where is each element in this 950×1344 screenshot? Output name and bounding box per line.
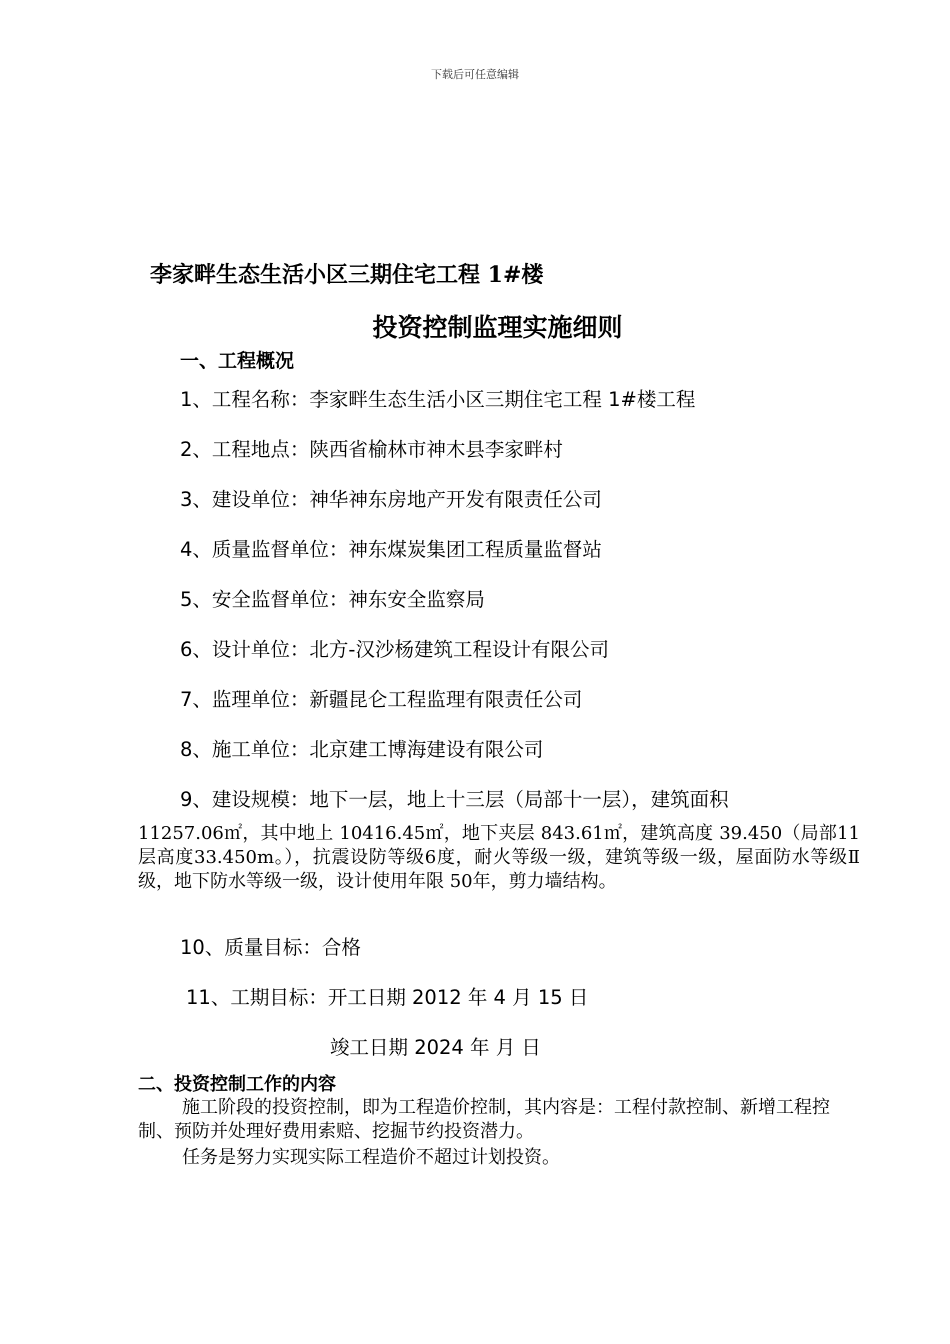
item-supervisor: 7、监理单位：新疆昆仑工程监理有限责任公司 <box>180 688 583 711</box>
section2-paragraph-1: 施工阶段的投资控制，即为工程造价控制，其内容是：工程付款控制、新增工程控制、预防并处理好费用索赔、挖掘节约投资潜力。 <box>138 1097 830 1142</box>
section2-paragraph-2: 任务是努力实现实际工程造价不超过计划投资。 <box>182 1147 560 1168</box>
item-project-location: 2、工程地点：陕西省榆林市神木县李家畔村 <box>180 438 563 461</box>
item-owner: 3、建设单位：神华神东房地产开发有限责任公司 <box>180 488 602 511</box>
completion-date: 竣工日期 2024 年 月 日 <box>330 1036 541 1059</box>
item-quality-target: 10、质量目标：合格 <box>180 936 361 959</box>
item-safety-supervisor: 5、安全监督单位：神东安全监察局 <box>180 588 485 611</box>
item-quality-supervisor: 4、质量监督单位：神东煤炭集团工程质量监督站 <box>180 538 602 561</box>
item-project-name: 1、工程名称：李家畔生态生活小区三期住宅工程 1#楼工程 <box>180 388 696 411</box>
item-schedule-target: 11、工期目标：开工日期 2012 年 4 月 15 日 <box>186 986 589 1009</box>
item-scale-detail: 11257.06㎡，其中地上 10416.45㎡，地下夹层 843.61㎡，建筑高度 39.450（局部11层高度33.450m。），抗震设防等级6度，耐火等级一级，建筑等级一级，屋面防水等级Ⅱ级，地下防水等级一级，设计使用年限 50年，剪力墙结构。 <box>138 823 860 892</box>
item-scale: 9、建设规模：地下一层，地上十三层（局部十一层），建筑面积 <box>180 788 729 811</box>
header-note: 下载后可任意编辑 <box>431 68 519 81</box>
section1-heading: 一、工程概况 <box>180 350 295 372</box>
section2-heading: 二、投资控制工作的内容 <box>138 1074 336 1095</box>
item-designer: 6、设计单位：北方-汉沙杨建筑工程设计有限公司 <box>180 638 609 661</box>
document-title-line1: 李家畔生态生活小区三期住宅工程 1#楼 <box>150 262 544 288</box>
item-contractor: 8、施工单位：北京建工博海建设有限公司 <box>180 738 544 761</box>
document-title-line2: 投资控制监理实施细则 <box>372 313 623 342</box>
